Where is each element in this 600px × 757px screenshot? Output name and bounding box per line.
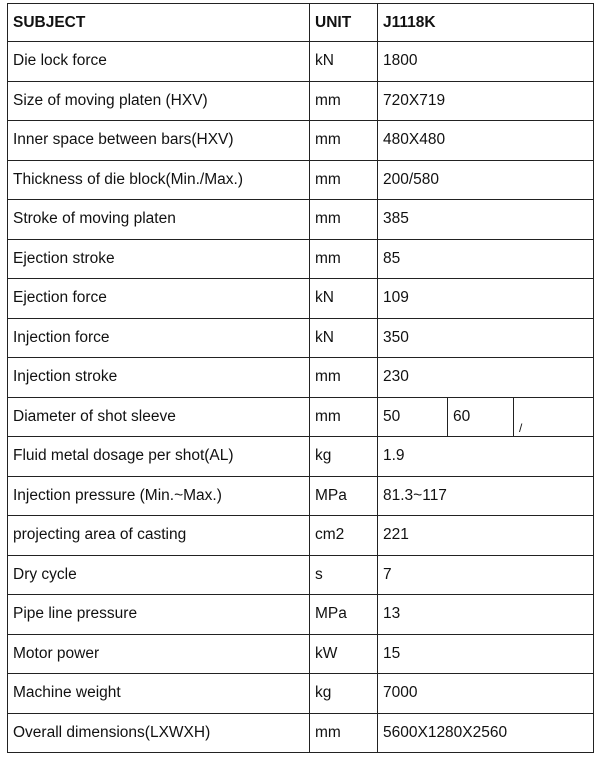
unit-cell: kN <box>310 42 378 82</box>
value-cell: 15 <box>378 634 594 674</box>
subject-cell: Ejection stroke <box>8 239 310 279</box>
header-subject: SUBJECT <box>8 4 310 42</box>
subject-cell: Size of moving platen (HXV) <box>8 81 310 121</box>
value-cell: 13 <box>378 595 594 635</box>
unit-cell: mm <box>310 160 378 200</box>
shot-sleeve-values <box>378 398 593 437</box>
unit-cell: mm <box>310 121 378 161</box>
subject-cell: Injection stroke <box>8 358 310 398</box>
value-cell: 1.9 <box>378 437 594 477</box>
value-cell: 200/580 <box>378 160 594 200</box>
table-row <box>8 476 594 516</box>
value-cell: 85 <box>378 239 594 279</box>
value-cell: 7000 <box>378 674 594 714</box>
sleeve-value: 60 <box>448 398 514 437</box>
value-cell <box>378 397 594 437</box>
table-row <box>8 397 594 437</box>
table-row <box>8 121 594 161</box>
subject-cell: Die lock force <box>8 42 310 82</box>
spec-table <box>7 3 594 753</box>
value-cell: 221 <box>378 516 594 556</box>
value-cell: 230 <box>378 358 594 398</box>
unit-cell: kg <box>310 674 378 714</box>
table-row <box>8 239 594 279</box>
sleeve-value: 50 <box>378 398 448 437</box>
unit-cell: MPa <box>310 595 378 635</box>
subject-cell: Dry cycle <box>8 555 310 595</box>
table-row <box>8 674 594 714</box>
table-row <box>8 555 594 595</box>
subject-cell: Injection force <box>8 318 310 358</box>
header-unit: UNIT <box>310 4 378 42</box>
unit-cell: kN <box>310 279 378 319</box>
header-row <box>8 4 594 42</box>
subject-cell: Ejection force <box>8 279 310 319</box>
subject-cell: Injection pressure (Min.~Max.) <box>8 476 310 516</box>
subject-cell: Machine weight <box>8 674 310 714</box>
unit-cell: kN <box>310 318 378 358</box>
unit-cell: mm <box>310 713 378 753</box>
table-row <box>8 160 594 200</box>
unit-cell: mm <box>310 397 378 437</box>
header-model: J1118K <box>378 4 594 42</box>
value-cell: 350 <box>378 318 594 358</box>
unit-cell: cm2 <box>310 516 378 556</box>
unit-cell: mm <box>310 358 378 398</box>
value-cell: 385 <box>378 200 594 240</box>
table-row <box>8 318 594 358</box>
table-row <box>8 437 594 477</box>
unit-cell: mm <box>310 239 378 279</box>
value-cell: 81.3~117 <box>378 476 594 516</box>
value-cell: 7 <box>378 555 594 595</box>
unit-cell: kg <box>310 437 378 477</box>
subject-cell: Motor power <box>8 634 310 674</box>
subject-cell: Thickness of die block(Min./Max.) <box>8 160 310 200</box>
table-row <box>8 279 594 319</box>
subject-cell: Overall dimensions(LXWXH) <box>8 713 310 753</box>
value-cell: 109 <box>378 279 594 319</box>
value-cell: 720X719 <box>378 81 594 121</box>
sleeve-value: / <box>519 421 523 435</box>
table-row <box>8 358 594 398</box>
unit-cell: s <box>310 555 378 595</box>
unit-cell: mm <box>310 81 378 121</box>
subject-cell: Fluid metal dosage per shot(AL) <box>8 437 310 477</box>
table-row <box>8 516 594 556</box>
value-cell: 5600X1280X2560 <box>378 713 594 753</box>
subject-cell: Inner space between bars(HXV) <box>8 121 310 161</box>
subject-cell: Diameter of shot sleeve <box>8 397 310 437</box>
spec-table-body <box>8 4 594 753</box>
table-row <box>8 634 594 674</box>
table-row <box>8 713 594 753</box>
table-row <box>8 42 594 82</box>
value-cell: 1800 <box>378 42 594 82</box>
unit-cell: kW <box>310 634 378 674</box>
table-row <box>8 595 594 635</box>
unit-cell: mm <box>310 200 378 240</box>
table-row <box>8 81 594 121</box>
subject-cell: projecting area of casting <box>8 516 310 556</box>
subject-cell: Pipe line pressure <box>8 595 310 635</box>
table-row <box>8 200 594 240</box>
value-cell: 480X480 <box>378 121 594 161</box>
unit-cell: MPa <box>310 476 378 516</box>
subject-cell: Stroke of moving platen <box>8 200 310 240</box>
